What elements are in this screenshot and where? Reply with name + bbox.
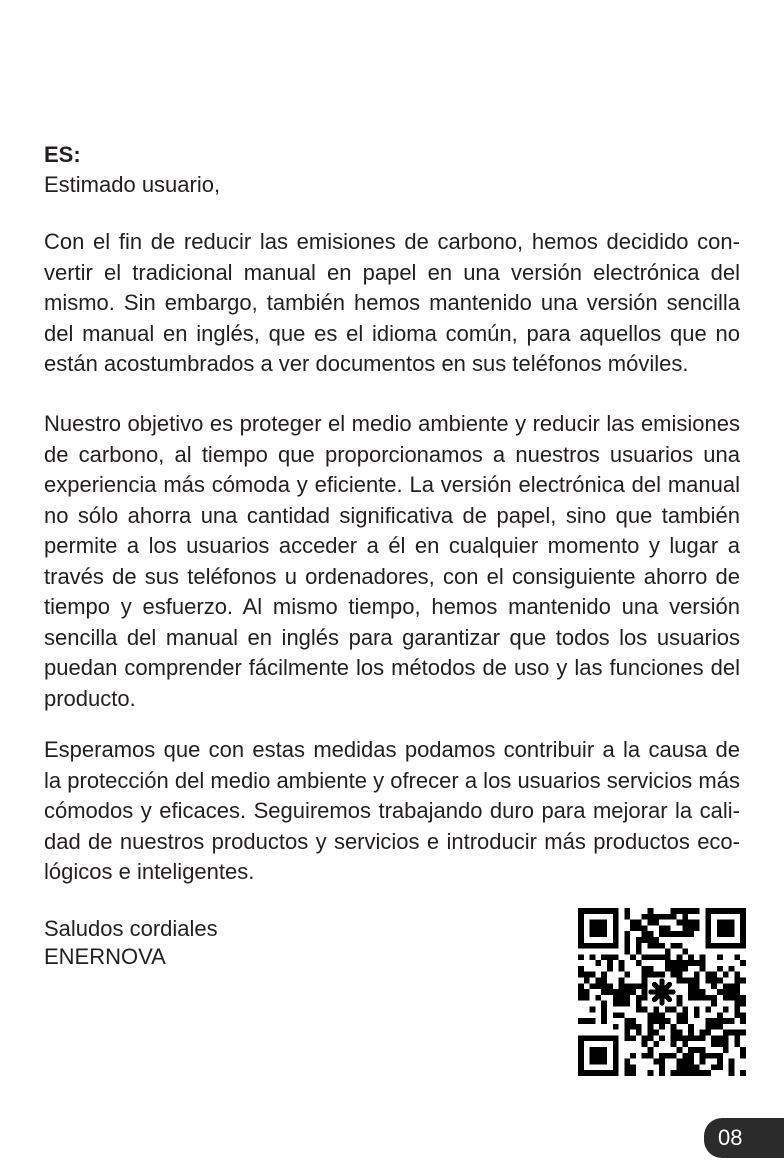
asterisk-logo xyxy=(651,981,673,1003)
signature-text: ENERNOVA xyxy=(44,944,166,969)
sign-off xyxy=(44,915,218,971)
paragraph-2: Nuestro objetivo es proteger el medio ambiente y reducir las emisiones de carbono, al tiempo que proporcionamos a nuestros usuarios una experiencia más cómoda y eficiente. La versión electrónica del manual no sólo ahorra una cantidad significativa de papel, sino que también permite a los usuarios acceder a él en cualquier momento y lugar a través de sus teléfonos u ordenadores, con el consiguiente ahorro de tiempo y esfuerzo. Al mismo tiempo, hemos mantenido una versión sencilla del manual en inglés para garantizar que todos los usuarios puedan comprender fácilmente los métodos de uso y las funciones del producto. xyxy=(44,411,740,711)
closing-text: Saludos cordiales xyxy=(44,916,218,941)
page-number: 08 xyxy=(704,1118,784,1158)
paragraph-3: Esperamos que con estas medidas podamos contribuir a la causa de la protección del medio ambiente y ofrecer a los usuarios servicios más cómodos y eficaces. Seguiremos trabajando duro para mejorar la calidad de nuestros productos y servicios e introducir más productos ecológicos e inteligentes. xyxy=(44,737,740,884)
language-label: ES: xyxy=(44,142,81,167)
greeting: Estimado usuario, xyxy=(44,172,221,197)
paragraph-1: Con el fin de reducir las emisiones de carbono, hemos decidido convertir el tradicional manual en papel en una versión electrónica del mismo. Sin embargo, también hemos mantenido una versión sencilla del manual en inglés, que es el idioma común, para aquellos que no están acostumbrados a ver documentos en sus teléfonos móviles. xyxy=(44,229,740,376)
qr-code-icon xyxy=(578,908,746,1076)
